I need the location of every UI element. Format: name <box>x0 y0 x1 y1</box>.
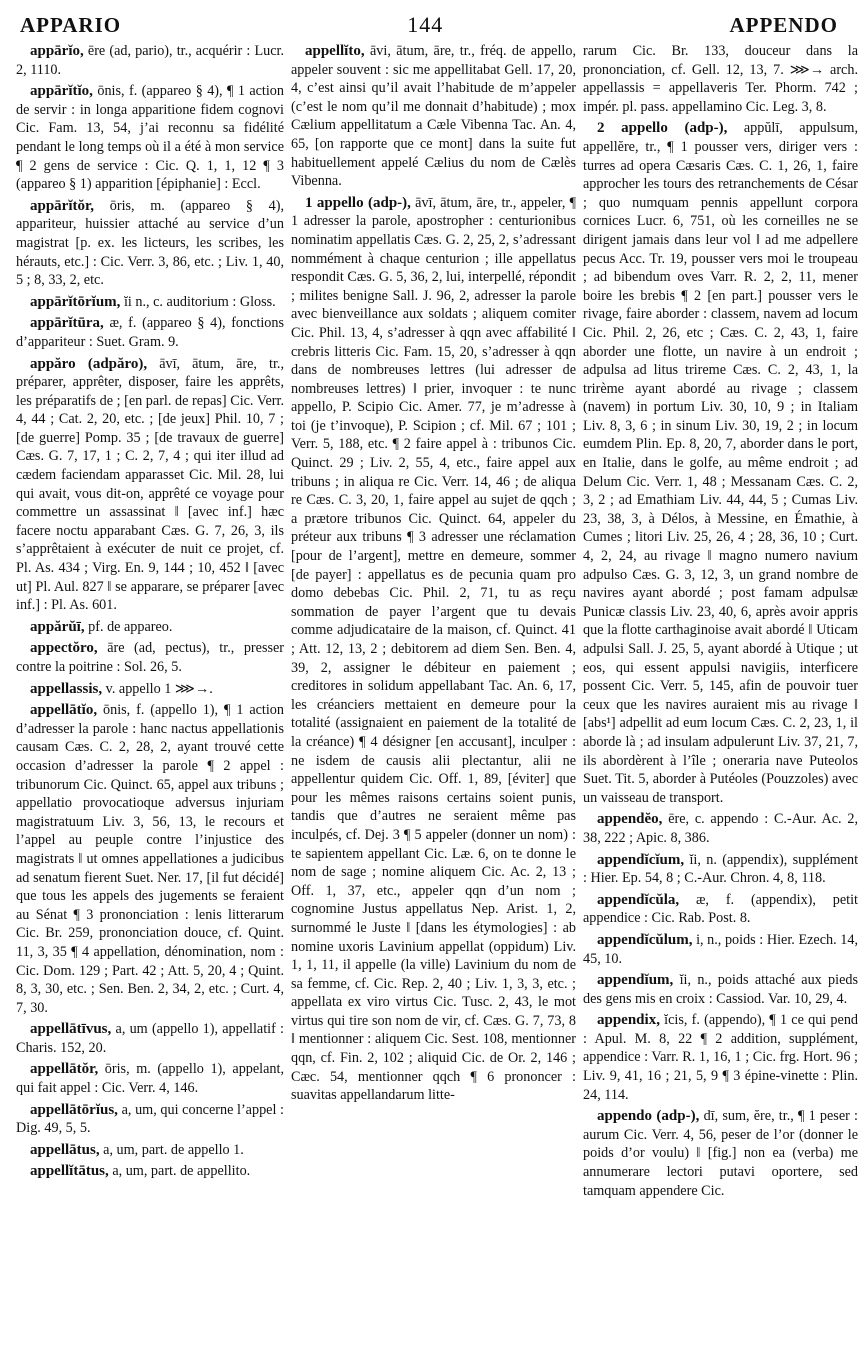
entry-body: æ, f. (appendix), petit appendice : Cic. Rab. Post. 8. <box>583 891 858 927</box>
entry-headword: appellātŏr, <box>30 1061 99 1078</box>
entry-body: æ, f. (appareo § 4), fonctions d’appariteur : Suet. Gram. 9. <box>16 315 285 350</box>
dictionary-entry <box>16 42 284 79</box>
header-right-guideword: APPENDO <box>729 12 838 37</box>
entry-headword: appendĭum, <box>597 972 674 989</box>
entry-body: ĭi n., c. auditorium : Gloss. <box>123 293 276 310</box>
entry-headword: appendĭcŭlum, <box>597 931 693 948</box>
dictionary-entry <box>583 851 858 888</box>
dictionary-entry <box>583 810 858 847</box>
entry-body: āvī, ātum, āre, tr., préparer, apprêter, disposer, faire les apprêts, les préparatifs de ; [en parl. de repas] Cic. Verr. 4, 44 ; Cat. 2, 20, etc. ; [de jeux] Phil. 10, 7 ; [de guerre] Pomp. 35 ; [de travaux de guerre] Cæs. G. 7, 17, 1 ; C. 2, 7, 4 ; qui iter illud ad cædem faciendam apparasset Cic. Mil. 28, lui qui avait, vous dit-on, apprêté ce voyage pour commettre un assassinat ‖ [avec inf.] hæc facere noctu apparabant Cæs. G. 7, 26, 3, ils s’apprêtaient à exécuter de nuit ce projet, cf. Pl. As. 434 ; Virg. En. 9, 144 ; 10, 452 ‖ [avec ut] Pl. Aul. 827 ‖ se apparare, se préparer [avec inf.] : Pl. As. 601. <box>16 355 284 614</box>
dictionary-entry <box>16 1141 284 1160</box>
dictionary-entry <box>291 194 576 1105</box>
entry-body: rarum Cic. Br. 133, douceur dans la prononciation, cf. Gell. 12, 13, 7. ⋙→ arch. appellassis = appellaveris Ter. Phorm. 742 ; impér. pl. pass. appellamino Cic. Leg. 3, 8. <box>583 43 858 115</box>
dictionary-entry <box>583 1107 858 1200</box>
entry-headword: appellātĭo, <box>30 702 98 719</box>
dictionary-entry <box>16 639 284 676</box>
entry-headword: appectŏro, <box>30 640 98 657</box>
entry-headword: appellassis, <box>30 680 103 697</box>
entry-headword: appārĭo, <box>30 43 84 59</box>
entry-body: i, n., poids : Hier. Ezech. 14, 45, 10. <box>583 931 858 967</box>
entry-body: āre (ad, pectus), tr., presser contre la poitrine : Sol. 26, 5. <box>16 640 285 675</box>
column-3 <box>583 42 858 1344</box>
page-number: 144 <box>407 12 444 37</box>
entry-headword: appellātus, <box>30 1141 100 1158</box>
column-1 <box>16 42 284 1344</box>
dictionary-entry <box>583 119 858 807</box>
dictionary-entry <box>583 931 858 968</box>
dictionary-entry <box>16 82 284 194</box>
entry-body: ĭi, n., poids attaché aux pieds des gens mis en croix : Cassiod. Var. 10, 29, 4. <box>583 972 858 1007</box>
entry-body: ēre (ad, pario), tr., acquérir : Lucr. 2, 1110. <box>16 43 285 78</box>
entry-headword: appărŭī, <box>30 618 85 635</box>
entry-headword: appendĭcĭum, <box>597 851 685 868</box>
entry-headword: appārĭtĭo, <box>30 83 93 100</box>
header-left-guideword: APPARIO <box>20 12 122 37</box>
dictionary-entry <box>583 971 858 1008</box>
entry-body: āvi, ātum, āre, tr., fréq. de appello, appeler souvent : sic me appellitabat Gell. 17, 20, 4, c’est ainsi qu’il avait l’habitude de m’appeler (c’est le nom qu’il me donnait d’habitude) ; mox Cælium appellitatum a Cæle Vibenna Tac. An. 4, 65, [on rapporte que ce mont] dans la suite fut habituellement appelé Cælius du nom de Cælès Vibenna. <box>291 43 576 190</box>
entry-body: ēre, c. appendo : C.-Aur. Ac. 2, 38, 222 ; Apic. 8, 386. <box>583 811 858 846</box>
dictionary-entry <box>16 1101 284 1138</box>
entry-body: ōnis, f. (appareo § 4), ¶ 1 action de servir : in longa apparitione fidem cognovi Cic. Fam. 13, 54, j’ai reconnu sa fidélité pendant le long temps où il a été à mon service ¶ 2 gens de service : Cic. Q. 1, 1, 12 ¶ 3 (appareo § 1) apparition [épiphanie] : Eccl. <box>16 83 284 193</box>
entry-headword: appendix, <box>597 1012 660 1029</box>
entry-body: pf. de appareo. <box>88 618 173 635</box>
dictionary-entry <box>16 1020 284 1057</box>
entry-body: a, um, qui concerne l’appel : Dig. 49, 5, 5. <box>16 1101 284 1137</box>
dictionary-entry <box>583 42 858 116</box>
entry-headword: appăro (adpăro), <box>30 355 148 372</box>
dictionary-entry <box>16 1060 284 1097</box>
dictionary-entry <box>16 355 284 615</box>
dictionary-entry <box>16 680 284 699</box>
entry-body: ĭi, n. (appendix), supplément : Hier. Ep. 54, 8 ; C.-Aur. Chron. 4, 8, 118. <box>583 851 858 887</box>
dictionary-entry <box>583 891 858 928</box>
entry-headword: appārĭtŏr, <box>30 197 95 214</box>
entry-body: appŭlī, appulsum, appellĕre, tr., ¶ 1 pousser vers, diriger vers : turres ad opera Cæsaris Cæs. C. 1, 26, 1, faire approcher les tours des retranchements de César ; quo numquam pennis appellunt corpora cornices Lucr. 6, 751, où les corneilles ne se dirigent jamais dans leur vol ‖ ad me adpellere pecus Acc. Tr. 19, pousser vers moi le troupeau ; ad bibendum oves Varr. R. 2, 2, 11, mener boire les brebis ¶ 2 [en part.] pousser vers le rivage, faire aborder : classem, navem ad locum Cic. Phil. 2, 26, etc ; Cæs. C. 2, 43, 1, faire aborder une flotte, un navire à un endroit ; adpulsa ad litus trireme Cæs. C. 2, 43, 1, la trirème ayant abordé au rivage ; classem (navem) in portum Liv. 30, 10, 9 ; in Italiam Liv. 8, 3, 6 ; in sinum Liv. 30, 19, 2 ; in locum eumdem Plin. Ep. 8, 20, 7, aborder dans le port, en Italie, dans le golfe, au même endroit ; ad Delum Cic. Verr. 1, 48 ; Messanam Cæs. C. 2, 3, 2 ; ad Emathiam Liv. 44, 44, 5 ; Cumas Liv. 23, 38, 3, à Délos, à Messine, en Émathie, à Cumes ; litori Liv. 25, 26, 4 ; 28, 36, 10 ; Curt. 4, 2, 24, au rivage ‖ magno numero navium adpulso Cæs. G. 3, 12, 3, un grand nombre de navires ayant abordé ; post famam adpulsæ Punicæ classis Liv. 23, 40, 6, après avoir appris que la flotte carthaginoise avait abordé ‖ Uticam adpulsi Sall. J. 25, 5, ayant abordé à Utique ; ut eos, qui essent appulsi navigiis, interficere possent Cic. Verr. 5, 145, afin de pouvoir tuer ceux que les navires auraient mis au rivage ‖ [abs¹] adpellit ad eum locum Cæs. C. 2, 23, 1, il aborde là ; ad insulam adpulerunt Liv. 37, 21, 7, ils abordèrent à l’île ; oneraria nave Puteolos Suet. Tit. 5, aborder à Putéoles (Pouzzoles) avec un vaisseau de transport. <box>583 120 858 806</box>
columns <box>16 42 858 1344</box>
dictionary-entry <box>16 314 284 351</box>
dictionary-entry <box>16 197 284 290</box>
entry-headword: appellātōrĭus, <box>30 1101 118 1118</box>
entry-headword: 1 appello (adp-), <box>305 194 411 211</box>
entry-headword: appellĭtātus, <box>30 1163 109 1180</box>
entry-headword: 2 appello (adp-), <box>597 120 728 137</box>
entry-headword: appārĭtūra, <box>30 315 104 332</box>
page-header <box>20 8 838 42</box>
entry-headword: appellĭto, <box>305 43 365 59</box>
column-2 <box>291 42 576 1344</box>
entry-headword: appendĭcŭla, <box>597 891 680 908</box>
entry-body: a, um, part. de appello 1. <box>103 1141 244 1158</box>
entry-body: ōris, m. (appareo § 4), appariteur, huissier attaché au service d’un magistrat [p. ex. les licteurs, les scribes, les hérauts, etc.] : Cic. Verr. 3, 86, etc. ; Liv. 1, 40, 5 ; 8, 33, 2, etc. <box>16 197 285 289</box>
entry-body: ōnis, f. (appello 1), ¶ 1 action d’adresser la parole : hanc nactus appellationis causam Cæs. C. 2, 28, 2, ayant trouvé cette occasion d’adresser la parole ¶ 2 appel : tribunorum Cic. Quinct. 65, appel aux tribuns ; appellatio provocatioque adversus injuriam magistratuum Liv. 3, 56, 13, le recours et l’appel au peuple contre l’injustice des magistrats ‖ ut omnes appellationes a judicibus ad senatum fierent Suet. Ner. 17, [il fut décidé] que tous les appels des jugements se feraient au Sénat ¶ 3 prononciation : lenis litterarum Cic. Br. 259, prononciation douce, cf. Quint. 11, 3, 35 ¶ 4 appellation, dénomination, nom : Cic. Dom. 129 ; Part. 42 ; Att. 5, 20, 4 ; Quint. 8, 3, 30, etc. ; Sen. Ben. 2, 34, 2, etc. ; Curt. 4, 7, 30. <box>16 702 284 1016</box>
dictionary-entry <box>16 618 284 637</box>
entry-body: a, um, part. de appellito. <box>112 1163 251 1180</box>
dictionary-entry <box>291 42 576 191</box>
dictionary-entry <box>16 293 284 312</box>
entry-body: ōris, m. (appello 1), appelant, qui fait appel : Cic. Verr. 4, 146. <box>16 1061 284 1097</box>
entry-headword: appellātīvus, <box>30 1021 112 1038</box>
dictionary-entry <box>16 1162 284 1181</box>
entry-body: ĭcis, f. (appendo), ¶ 1 ce qui pend : Apul. M. 8, 22 ¶ 2 addition, supplément, appendice : Varr. R. 1, 16, 1 ; Cic. frg. Hort. 96 ; Liv. 9, 41, 16 ; 21, 5, 9 ¶ 3 épine-vinette : Plin. 24, 114. <box>583 1012 858 1103</box>
entry-headword: appendo (adp-), <box>597 1108 700 1125</box>
dictionary-entry <box>16 701 284 1017</box>
entry-body: a, um (appello 1), appellatif : Charis. 152, 20. <box>16 1021 284 1056</box>
entry-body: v. appello 1 ⋙→. <box>105 680 213 697</box>
entry-headword: appārĭtōrĭum, <box>30 293 121 310</box>
entry-body: dī, sum, ĕre, tr., ¶ 1 peser : aurum Cic. Verr. 4, 56, peser de l’or (donner le poids d’or voulu) ‖ [fig.] non ea (verba) me annumerare lectori putavi oportere, sed tamquam appendere Cic. <box>583 1108 858 1199</box>
entry-headword: appendĕo, <box>597 811 663 828</box>
dictionary-entry <box>583 1011 858 1104</box>
entry-body: āvī, ātum, āre, tr., appeler, ¶ 1 adresser la parole, apostropher : centurionibus nominatim appellatis Cæs. G. 2, 25, 2, s’adressant nommément à chaque centurion ; ille appellatus respondit Cæs. G. 5, 36, 2, lui, interpellé, répondit ; milites benigne Sall. J. 96, 2, adresser la parole avec bienveillance aux soldats ; aliquem comiter Cic. Phil. 13, 4, s’adresser à qqn avec affabilité ‖ crebris litteris Cic. Fam. 15, 20, s’adresser à qqn dans de nombreuses lettres (lui adresser de nombreuses lettres) ‖ prier, invoquer : te nunc appello, P. Scipio Cic. Amer. 77, je m’adresse à toi (je t’invoque), P. Scipion ; cf. Mil. 67 ; 101 ; Verr. 5, 188, etc. ¶ 2 faire appel à : tribunos Cic. Quinct. 29 ; Liv. 2, 55, 4, etc., faire appel aux tribuns ; in aliqua re Cic. Verr. 14, 46 ; de aliqua re Cæs. C. 3, 20, 1, faire appel au sujet de qqch ; a prætore tribunos Cic. Quinct. 64, appeler du préteur aux tribuns ¶ 3 adresser une réclamation [pour de l’argent], mettre en demeure, sommer [de payer] : appellatus es de pecunia quam pro domo debebas Cic. Phil. 2, 71, tu as reçu sommation de payer l’argent que tu devais comme adjudicataire de la maison, cf. Quinct. 41 ; Att. 12, 13, 2 ; debitorem ad diem Sen. Ben. 4, 39, 2, assigner le débiteur en paiement ; creditores in solidum appellabant Tac. An. 6, 17, les créanciers mettaient en demeure pour la totalité (assignaient en paiement de la totalité de la créance) ¶ 4 désigner [en accusant], inculper : ne isdem de causis alii plectantur, alii ne appellentur quidem Cic. Off. 1, 89, [éviter] que pour les mêmes raisons certains soient punis, tandis que d’autres ne seraient même pas inculpés, cf. Dej. 3 ¶ 5 appeler (donner un nom) : te sapientem appellant Cic. Læ. 6, on te donne le nom de sage ; nomine aliquem Cic. Ac. 2, 13 ; Off. 1, 37, etc., appeler qqn d’un nom ; cognomine Justus appellatus Nep. Arist. 1, 2, surnommé le Juste ‖ [dans les étymologies] : ab nomine uxoris Lavinium appellat (oppidum) Liv. 1, 1, 11, il appelle (la ville) Lavinium du nom de sa femme, cf. Cic. Rep. 2, 40 ; Liv. 1, 3, 3, etc. ; appellata ex viro virtus Cic. Tusc. 2, 43, le mot virtus qui tire son nom de vir, cf. Cæs. G. 7, 73, 8 ‖ mentionner : aliquem Cic. Sest. 108, mentionner qqn, cf. Fin. 2, 102 ; aliquid Cic. de Or. 2, 146 ; Cæc. 54, mentionner qqch ¶ 6 prononcer : suavitas appellandarum litte- <box>291 194 576 1104</box>
